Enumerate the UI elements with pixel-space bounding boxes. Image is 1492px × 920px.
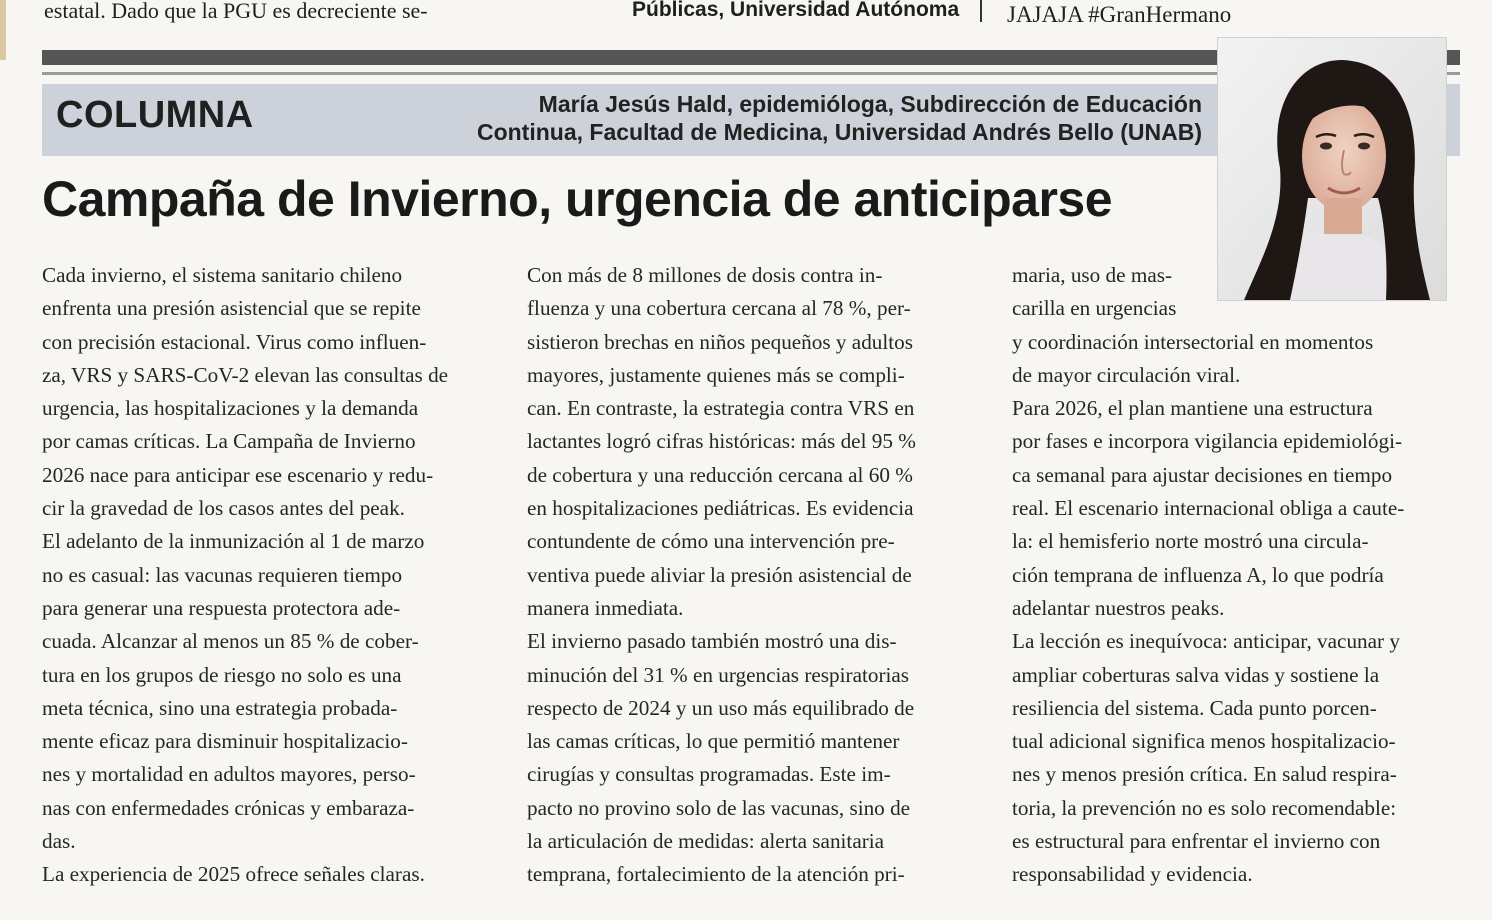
author-byline <box>477 90 1202 146</box>
top-strip <box>0 0 1492 36</box>
body-column-2 <box>527 259 977 892</box>
body-line: La lección es inequívoca: anticipar, vacunar y <box>1012 629 1400 654</box>
body-line: lactantes logró cifras históricas: más del 95 % <box>527 429 916 454</box>
body-line: en hospitalizaciones pediátricas. Es evidencia <box>527 496 914 521</box>
body-line: respecto de 2024 y un uso más equilibrado de <box>527 695 915 720</box>
byline-line-2: Continua, Facultad de Medicina, Universidad Andrés Bello (UNAB) <box>476 119 1202 145</box>
body-line: la articulación de medidas: alerta sanitaria <box>527 829 885 854</box>
body-line: las camas críticas, lo que permitió mantener <box>527 729 900 754</box>
body-line: ampliar coberturas salva vidas y sostiene la <box>1012 662 1380 687</box>
body-line: urgencia, las hospitalizaciones y la demanda <box>42 396 419 421</box>
body-line: de cobertura y una reducción cercana al 60 % <box>527 462 913 487</box>
body-line: por fases e incorpora vigilancia epidemiológi- <box>1012 429 1403 454</box>
page-edge-mark <box>0 0 6 60</box>
body-line: sistieron brechas en niños pequeños y adultos <box>527 329 914 354</box>
body-line: mayores, justamente quienes más se compli- <box>527 362 905 387</box>
body-line: es estructural para enfrentar el invierno con <box>1012 829 1381 854</box>
headline: Campaña de Invierno, urgencia de anticiparse <box>42 171 1113 227</box>
body-line: no es casual: las vacunas requieren tiempo <box>42 562 403 587</box>
body-line: temprana, fortalecimiento de la atención pri- <box>527 862 905 887</box>
body-line: enfrenta una presión asistencial que se repite <box>42 296 421 321</box>
body-line: El adelanto de la inmunización al 1 de marzo <box>42 529 425 554</box>
body-line: cirugías y consultas programadas. Este im- <box>527 762 891 787</box>
body-line: adelantar nuestros peaks. <box>1012 595 1225 620</box>
body-line: za, VRS y SARS-CoV-2 elevan las consultas de <box>42 362 449 387</box>
body-line: nes y menos presión crítica. En salud respira- <box>1012 762 1397 787</box>
body-line: La experiencia de 2025 ofrece señales claras. <box>42 862 425 887</box>
body-line: cuada. Alcanzar al menos un 85 % de cober- <box>42 629 419 654</box>
body-line: can. En contraste, la estrategia contra VRS en <box>527 396 915 421</box>
previous-column-fragment: estatal. Dado que la PGU es decreciente se- <box>44 0 428 23</box>
body-line: meta técnica, sino una estrategia probada- <box>42 695 398 720</box>
body-line: de mayor circulación viral. <box>1012 362 1241 387</box>
byline-line-1: María Jesús Hald, epidemióloga, Subdirección de Educación <box>538 91 1202 117</box>
body-line: tual adicional significa menos hospitalizacio- <box>1012 729 1396 754</box>
body-line: fluenza y una cobertura cercana al 78 %, per- <box>527 296 911 321</box>
body-line: maria, uso de mas- <box>1012 263 1173 287</box>
body-line: minución del 31 % en urgencias respiratorias <box>527 662 910 687</box>
body-line: Con más de 8 millones de dosis contra in- <box>527 263 883 287</box>
body-line: cir la gravedad de los casos antes del peak. <box>42 496 405 521</box>
body-line: nas con enfermedades crónicas y embaraza- <box>42 795 415 820</box>
body-line: ción temprana de influenza A, lo que podría <box>1012 562 1384 587</box>
body-line: 2026 nace para anticipar ese escenario y redu- <box>42 462 434 487</box>
previous-credit-fragment: Públicas, Universidad Autónoma <box>632 0 960 21</box>
body-line: contundente de cómo una intervención pre- <box>527 529 895 554</box>
body-line: El invierno pasado también mostró una dis- <box>527 629 897 654</box>
body-line: resiliencia del sistema. Cada punto porcen- <box>1012 695 1377 720</box>
body-line: tura en los grupos de riesgo no solo es una <box>42 662 402 687</box>
body-line: por camas críticas. La Campaña de Invierno <box>42 429 416 454</box>
body-line: Para 2026, el plan mantiene una estructura <box>1012 396 1373 421</box>
body-line: real. El escenario internacional obliga a caute- <box>1012 496 1405 521</box>
divider <box>980 0 982 22</box>
body-line: ventiva puede aliviar la presión asistencial de <box>527 562 912 587</box>
body-line: Cada invierno, el sistema sanitario chileno <box>42 263 403 287</box>
body-line: con precisión estacional. Virus como influen- <box>42 329 427 354</box>
body-line: ca semanal para ajustar decisiones en tiempo <box>1012 462 1393 487</box>
section-label: COLUMNA <box>56 94 254 136</box>
body-line: nes y mortalidad en adultos mayores, perso- <box>42 762 416 787</box>
tweet-fragment: JAJAJA #GranHermano <box>1007 2 1232 27</box>
body-line: pacto no provino solo de las vacunas, sino de <box>527 795 911 820</box>
body-line: manera inmediata. <box>527 595 684 620</box>
body-column-3 <box>1012 259 1460 892</box>
body-line: para generar una respuesta protectora ade- <box>42 595 401 620</box>
body-line: carilla en urgencias <box>1012 296 1177 321</box>
body-line: toria, la prevención no es solo recomendable: <box>1012 795 1397 820</box>
body-line: responsabilidad y evidencia. <box>1012 862 1253 887</box>
body-line: y coordinación intersectorial en momentos <box>1012 329 1374 354</box>
body-line: das. <box>42 829 76 854</box>
body-line: la: el hemisferio norte mostró una circula- <box>1012 529 1369 554</box>
body-line: mente eficaz para disminuir hospitalizacio- <box>42 729 408 754</box>
body-column-1 <box>42 259 490 892</box>
